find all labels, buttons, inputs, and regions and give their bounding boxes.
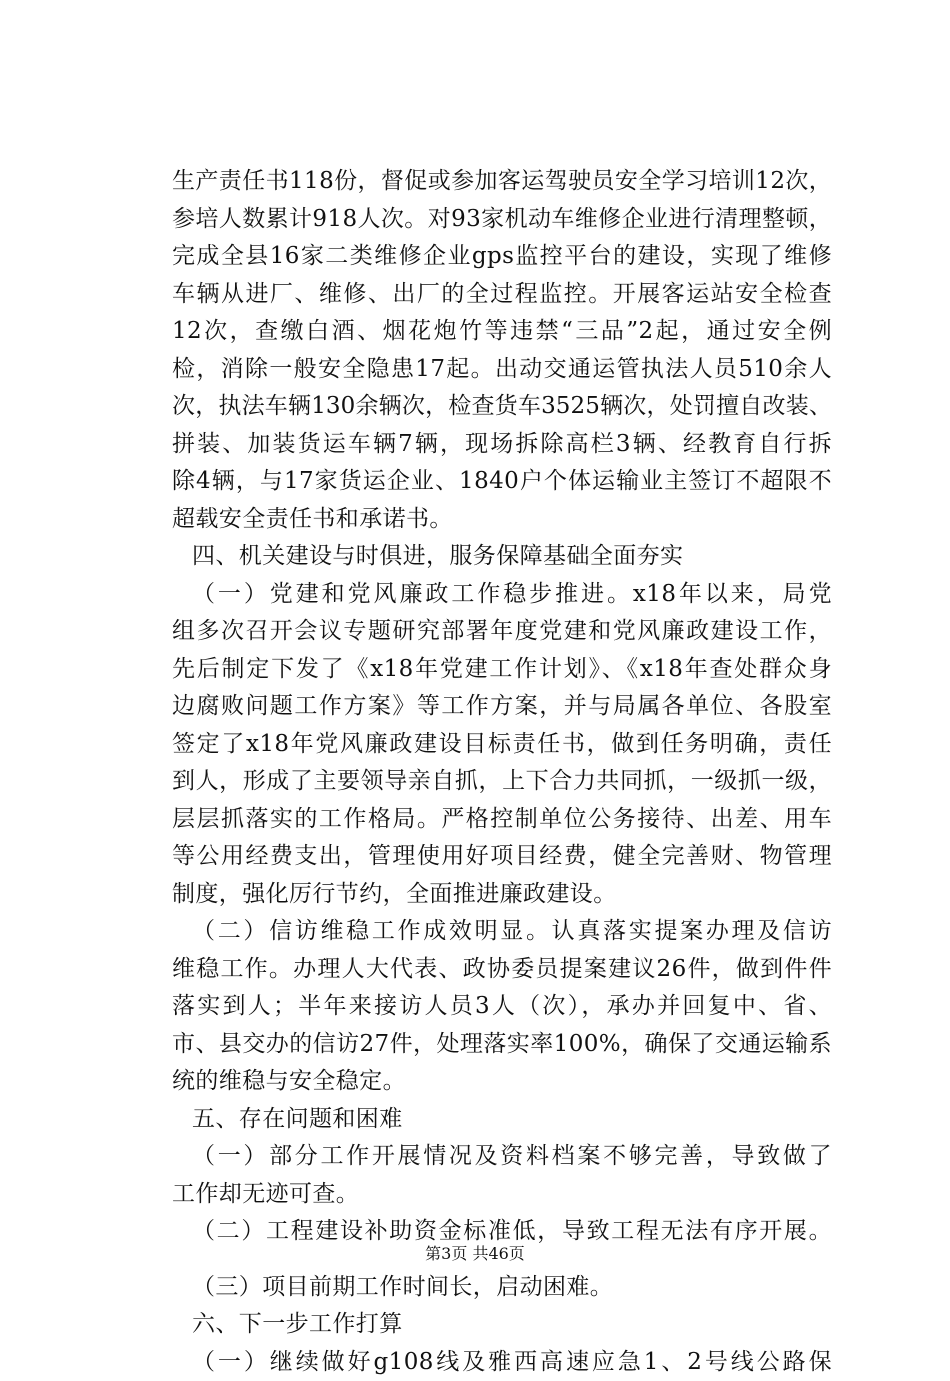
text-line: 市、县交办的信访27件，处理落实率100%，确保了交通运输系 xyxy=(172,1026,832,1064)
text-line: 五、存在问题和困难 xyxy=(172,1101,832,1139)
text-line: 拼装、加装货运车辆7辆，现场拆除高栏3辆、经教育自行拆 xyxy=(172,426,832,464)
text-line: 检，消除一般安全隐患17起。出动交通运管执法人员510余人 xyxy=(172,351,832,389)
text-line: （一）继续做好g108线及雅西高速应急1、2号线公路保 xyxy=(172,1344,832,1381)
page-footer: 第3页 共46页 xyxy=(0,1241,950,1264)
text-line: 超载安全责任书和承诺书。 xyxy=(172,501,832,539)
text-line: 制度，强化厉行节约，全面推进廉政建设。 xyxy=(172,876,832,914)
document-body xyxy=(172,163,832,1381)
text-line: 层层抓落实的工作格局。严格控制单位公务接待、出差、用车 xyxy=(172,801,832,839)
text-line: 除4辆，与17家货运企业、1840户个体运输业主签订不超限不 xyxy=(172,463,832,501)
text-line: 参培人数累计918人次。对93家机动车维修企业进行清理整顿， xyxy=(172,201,832,239)
text-line: （三）项目前期工作时间长，启动困难。 xyxy=(172,1269,832,1307)
text-line: （一）部分工作开展情况及资料档案不够完善，导致做了 xyxy=(172,1138,832,1176)
text-line: 四、机关建设与时俱进，服务保障基础全面夯实 xyxy=(172,538,832,576)
text-line: 等公用经费支出，管理使用好项目经费，健全完善财、物管理 xyxy=(172,838,832,876)
text-line: 统的维稳与安全稳定。 xyxy=(172,1063,832,1101)
text-line: 到人，形成了主要领导亲自抓，上下合力共同抓，一级抓一级， xyxy=(172,763,832,801)
text-line: 工作却无迹可查。 xyxy=(172,1176,832,1214)
text-line: 边腐败问题工作方案》等工作方案，并与局属各单位、各股室 xyxy=(172,688,832,726)
text-line: 12次，查缴白酒、烟花炮竹等违禁“三品”2起，通过安全例 xyxy=(172,313,832,351)
text-line: 签定了x18年党风廉政建设目标责任书，做到任务明确，责任 xyxy=(172,726,832,764)
text-line: （二）工程建设补助资金标准低，导致工程无法有序开展。 xyxy=(172,1213,832,1251)
text-line: 六、下一步工作打算 xyxy=(172,1306,832,1344)
text-line: 车辆从进厂、维修、出厂的全过程监控。开展客运站安全检查 xyxy=(172,276,832,314)
text-line: 先后制定下发了《x18年党建工作计划》、《x18年查处群众身 xyxy=(172,651,832,689)
text-line: 组多次召开会议专题研究部署年度党建和党风廉政建设工作， xyxy=(172,613,832,651)
text-line: 生产责任书118份，督促或参加客运驾驶员安全学习培训12次， xyxy=(172,163,832,201)
text-line: 次，执法车辆130余辆次，检查货车3525辆次，处罚擅自改装、 xyxy=(172,388,832,426)
text-line: 完成全县16家二类维修企业gps监控平台的建设，实现了维修 xyxy=(172,238,832,276)
text-line: 落实到人；半年来接访人员3人（次），承办并回复中、省、 xyxy=(172,988,832,1026)
text-line: （一）党建和党风廉政工作稳步推进。x18年以来，局党 xyxy=(172,576,832,614)
text-line: （二）信访维稳工作成效明显。认真落实提案办理及信访 xyxy=(172,913,832,951)
text-line: 维稳工作。办理人大代表、政协委员提案建议26件，做到件件 xyxy=(172,951,832,989)
